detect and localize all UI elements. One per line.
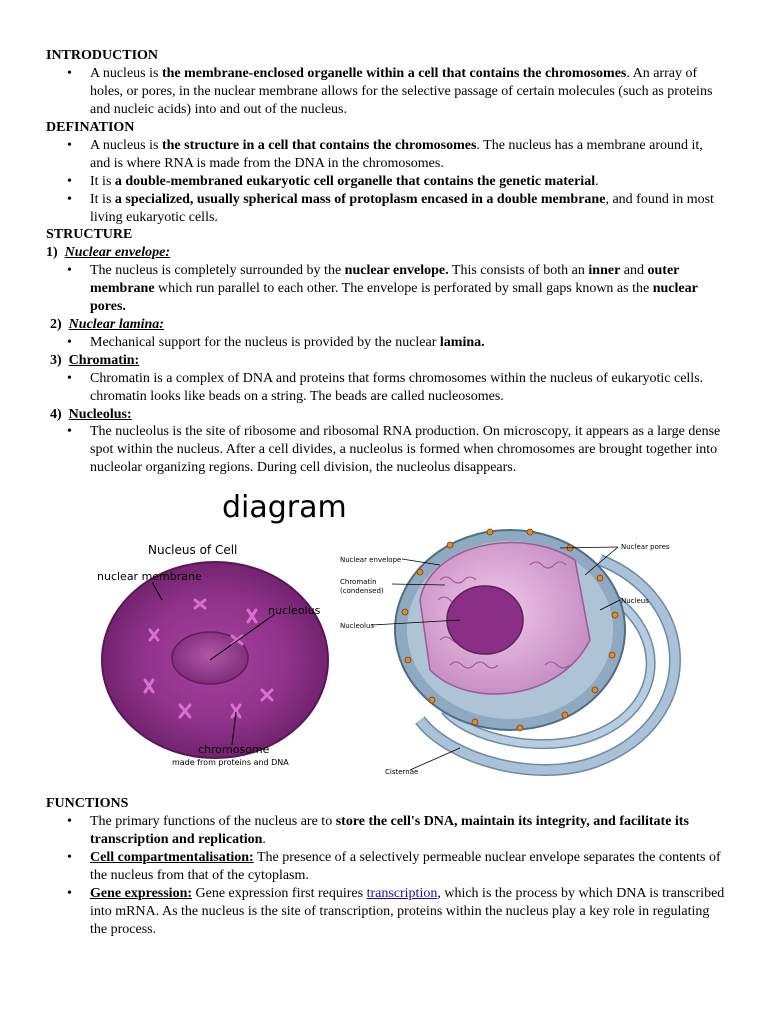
label-chromatin-condensed: (condensed) xyxy=(340,587,384,595)
text: This consists of both an xyxy=(448,263,589,278)
label-nuclear-envelope: Nuclear envelope xyxy=(340,556,402,564)
text: . The nucleus has a membrane around it, and is where RNA is made from the DNA in the chromosomes. xyxy=(90,138,703,171)
text: A nucleus is xyxy=(90,66,162,81)
bold-underlined-text: Cell compartmentalisation: xyxy=(90,850,254,865)
functions-bullet-2 xyxy=(90,849,725,885)
bold-text: outer membrane xyxy=(90,263,680,296)
text: and xyxy=(620,263,648,278)
label-chromosome-sub: made from proteins and DNA xyxy=(172,758,289,767)
structure-sub-3 xyxy=(50,352,139,369)
functions-bullet-1 xyxy=(90,813,725,849)
bold-underlined-text: Gene expression: xyxy=(90,886,193,901)
label-nuclear-membrane: nuclear membrane xyxy=(97,570,202,583)
label-chromatin: Chromatin xyxy=(340,578,377,586)
label-nuclear-pores: Nuclear pores xyxy=(621,543,670,551)
transcription-link[interactable]: transcription xyxy=(366,886,438,901)
text: The nucleus is completely surrounded by the xyxy=(90,263,345,278)
text: which run parallel to each other. The envelope is perforated by small gaps known as the xyxy=(154,281,653,296)
heading-defination: DEFINATION xyxy=(46,120,135,135)
text: The presence of a selectively permeable nuclear envelope separates the contents of the nucleus from that of the cytoplasm. xyxy=(90,850,721,883)
text: . An array of holes, or pores, in the nuclear membrane allows for the selective passage of certain molecules (such as proteins and nucleic acids) into and out of the nucleus. xyxy=(90,66,713,117)
structure-sub-2 xyxy=(50,316,164,333)
text: A nucleus is xyxy=(90,138,162,153)
defination-bullet-1 xyxy=(90,137,725,173)
bold-text: store the cell's DNA, maintain its integrity, and facilitate its transcription and replication xyxy=(90,814,689,847)
defination-bullet-2 xyxy=(90,173,725,191)
list-number: 4) xyxy=(50,407,62,422)
right-nucleus-illustration xyxy=(340,529,675,776)
structure-bullet-1 xyxy=(90,262,725,316)
text: . xyxy=(262,832,266,847)
heading-introduction: INTRODUCTION xyxy=(46,48,159,63)
label-nucleus: Nucleus xyxy=(621,597,649,605)
text: The primary functions of the nucleus are to xyxy=(90,814,336,829)
bold-text: inner xyxy=(588,263,621,278)
list-number: 3) xyxy=(50,353,62,368)
structure-sub-1 xyxy=(46,244,170,261)
text: . xyxy=(595,174,599,189)
text: It is xyxy=(90,174,115,189)
left-nucleus-illustration xyxy=(97,543,328,767)
bold-text: nuclear pores. xyxy=(90,281,698,314)
defination-bullet-3 xyxy=(90,191,725,227)
bold-text: the membrane-enclosed organelle within a cell that contains the chromosomes xyxy=(161,66,627,81)
text: , and found in most living eukaryotic cells. xyxy=(90,192,714,225)
nucleus-diagram xyxy=(60,482,730,782)
intro-bullet-1 xyxy=(90,65,725,119)
structure-sub-4 xyxy=(50,406,132,423)
label-chromosome: chromosome xyxy=(198,743,270,756)
functions-bullet-3 xyxy=(90,885,725,939)
heading-functions: FUNCTIONS xyxy=(46,796,129,811)
list-number: 2) xyxy=(50,317,62,332)
text: , which is the process by which DNA is transcribed into mRNA. As the nucleus is the site of transcription, proteins within the nucleus play a key role in regulating the process. xyxy=(90,886,725,937)
bold-text: a specialized, usually spherical mass of protoplasm encased in a double membrane xyxy=(114,192,606,207)
label-nucleolus-left: nucleolus xyxy=(268,604,321,617)
text: Gene expression first requires xyxy=(192,886,367,901)
subheading-nucleolus: Nucleolus: xyxy=(68,407,132,422)
structure-bullet-3: • Chromatin is a complex of DNA and proteins that forms chromosomes within the nucleus of eukaryotic cells. chromatin looks like beads on a string. The beads are called nucleosomes. xyxy=(90,370,725,406)
bold-text: lamina. xyxy=(439,335,485,350)
label-cisternae: Cisternae xyxy=(385,768,419,776)
diagram-title: diagram xyxy=(222,490,347,525)
subheading-nuclear-envelope: Nuclear envelope: xyxy=(64,245,171,260)
subheading-chromatin: Chromatin: xyxy=(68,353,140,368)
text: It is xyxy=(90,192,115,207)
heading-structure: STRUCTURE xyxy=(46,227,133,242)
label-nucleolus-right: Nucleolus xyxy=(340,622,375,630)
bold-text: a double-membraned eukaryotic cell organelle that contains the genetic material xyxy=(114,174,596,189)
bold-text: nuclear envelope. xyxy=(344,263,449,278)
list-number: 1) xyxy=(46,245,58,260)
subheading-nuclear-lamina: Nuclear lamina: xyxy=(68,317,164,332)
left-caption: Nucleus of Cell xyxy=(148,543,238,557)
structure-bullet-4: • The nucleolus is the site of ribosome and ribosomal RNA production. On microscopy, it appears as a large dense spot within the nucleus. After a cell divides, a nucleolus is formed when chromosomes are brought together into nucleolar organizing regions. During cell division, the nucleolus disappears. xyxy=(90,423,725,477)
structure-bullet-2 xyxy=(90,334,725,352)
bold-text: the structure in a cell that contains the chromosomes xyxy=(161,138,477,153)
text: Mechanical support for the nucleus is provided by the nuclear xyxy=(90,335,440,350)
